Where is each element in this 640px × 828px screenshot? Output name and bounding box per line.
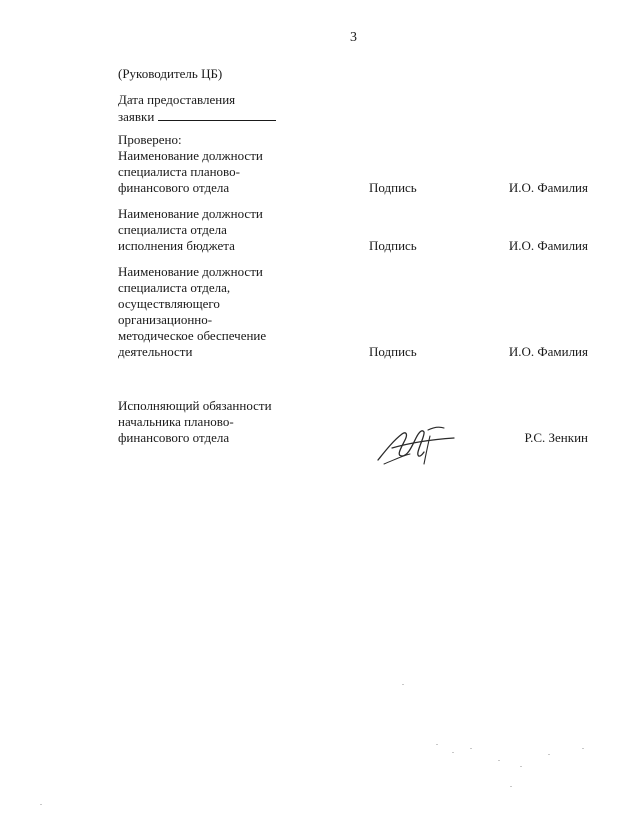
acting-head-position xyxy=(118,398,272,446)
position-line: Наименование должности xyxy=(118,264,263,279)
position-line: специалиста отдела, xyxy=(118,280,231,295)
acting-head-name: Р.С. Зенкин xyxy=(524,430,588,445)
approval-3-position xyxy=(118,264,266,360)
request-date-line1: Дата предоставления xyxy=(118,92,236,107)
approval-2-name: И.О. Фамилия xyxy=(508,238,588,253)
position-line: осуществляющего xyxy=(118,296,220,311)
position-line: организационно- xyxy=(118,312,213,327)
position-line: специалиста планово- xyxy=(118,164,240,179)
request-date-block xyxy=(118,92,276,125)
scan-speck xyxy=(520,766,522,767)
position-line: Наименование должности xyxy=(118,206,263,221)
position-line: начальника планово- xyxy=(118,414,234,429)
scan-speck xyxy=(436,744,438,745)
approval-2-signature: Подпись xyxy=(369,238,417,253)
request-date-label: заявки xyxy=(118,109,155,124)
approval-2-position xyxy=(118,206,263,254)
approval-1-position xyxy=(118,148,263,196)
handwritten-signature xyxy=(372,420,458,468)
scan-speck xyxy=(452,752,454,753)
scan-speck xyxy=(548,754,550,755)
position-line: деятельности xyxy=(118,344,193,359)
position-line: Исполняющий обязанности xyxy=(118,398,272,413)
position-line: финансового отдела xyxy=(118,430,230,445)
checked-label: Проверено: xyxy=(118,132,182,147)
scan-speck xyxy=(40,804,42,805)
position-line: исполнения бюджета xyxy=(118,238,235,253)
scan-speck xyxy=(510,786,512,787)
approval-1-signature: Подпись xyxy=(369,180,417,195)
approval-3-name: И.О. Фамилия xyxy=(508,344,588,359)
position-line: специалиста отдела xyxy=(118,222,227,237)
scan-speck xyxy=(582,748,584,749)
position-line: финансового отдела xyxy=(118,180,230,195)
scan-speck xyxy=(470,748,472,749)
page-number: 3 xyxy=(350,30,357,45)
scan-speck xyxy=(498,760,500,761)
approval-1-name: И.О. Фамилия xyxy=(508,180,588,195)
position-line: методическое обеспечение xyxy=(118,328,267,343)
request-date-line2 xyxy=(118,108,276,125)
approval-3-signature: Подпись xyxy=(369,344,417,359)
scan-speck xyxy=(402,684,404,685)
position-line: Наименование должности xyxy=(118,148,263,163)
request-date-blank xyxy=(158,108,276,121)
head-label: (Руководитель ЦБ) xyxy=(118,66,223,81)
